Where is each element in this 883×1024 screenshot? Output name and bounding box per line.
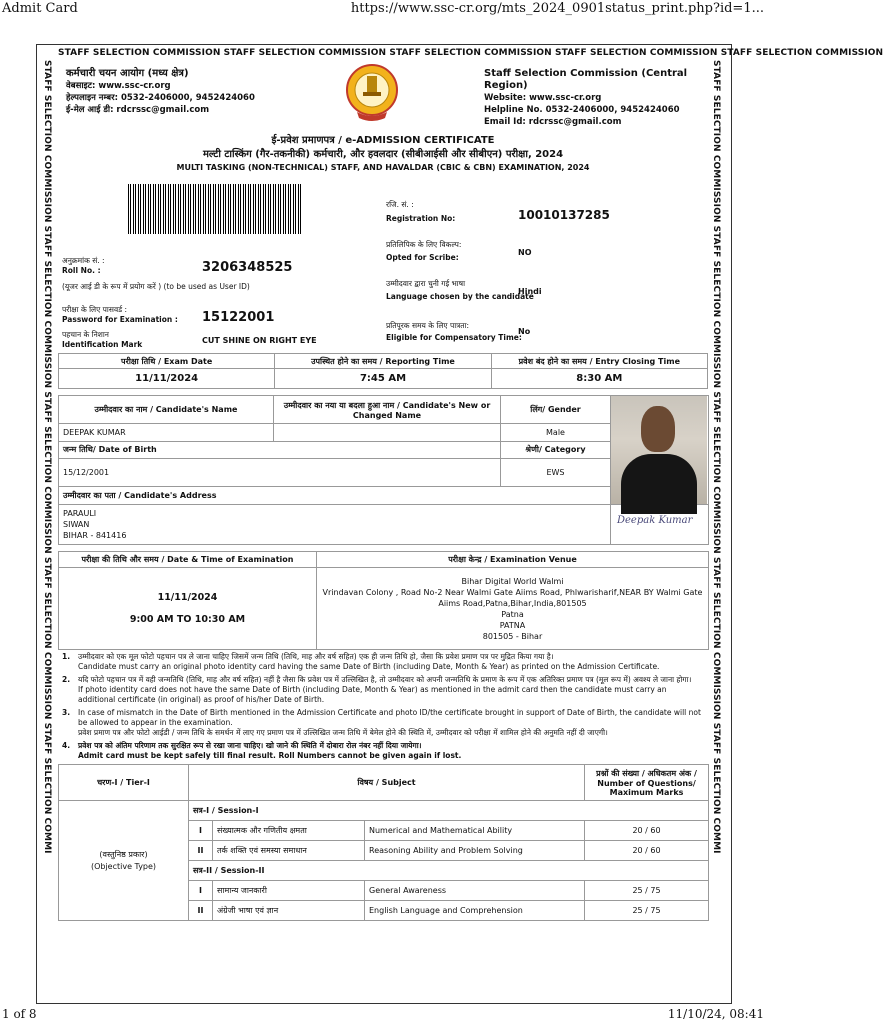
barcode-bar [198,184,199,234]
identification-label-en: Identification Mark [62,340,143,349]
print-url: https://www.ssc-cr.org/mts_2024_0901status_print.php?id=1... [350,1,764,16]
compensatory-value: No [518,327,531,336]
email-hi: ई-मेल आई डी: rdcrssc@gmail.com [66,105,210,115]
barcode-bar [158,184,159,234]
instruction-en: Candidate must carry an original photo identity card having the same Date of Birth (including Date, Month & Year) as printed on the Admission Certificate. [78,662,660,671]
barcode-bar [283,184,284,234]
instruction-hi: उम्मीदवार को एक मूल फोटो पहचान पत्र ले जाना चाहिए जिसमें जन्म तिथि (तिथि, माह और वर्ष सहित) एक ही जन्म तिथि हो, जैसा कि प्रवेश प्रमाण पत्र पर मुद्रित किया गया है। [78,652,554,661]
barcode-bar [238,184,239,234]
venue-header: परीक्षा केन्द्र / Examination Venue [317,552,709,568]
barcode-bar [203,184,204,234]
instructions [58,650,708,761]
venue-line-3: Patna [501,609,524,619]
barcode-bar [278,184,279,234]
candidate-dob: 15/12/2001 [59,458,501,486]
barcode-bar [295,184,296,234]
barcode-bar [248,184,249,234]
header-hindi [66,68,255,116]
scribe-label [386,240,461,263]
barcode-bar [285,184,286,234]
instruction-number: 2. [62,675,71,684]
marks-header: प्रश्नों की संख्या / अधिकतम अंक / Number of Questions/ Maximum Marks [585,765,709,801]
exam-date-value: 11/11/2024 [59,369,275,389]
barcode-bar [183,184,184,234]
exam-venue-table [58,551,709,650]
subject-marks: 25 / 75 [585,901,709,921]
instruction-1 [62,652,704,672]
objective-type-hi: (वस्तुनिष्ठ प्रकार) [99,849,148,859]
subject-marks: 20 / 60 [585,821,709,841]
scribe-value: NO [518,248,532,257]
photo-cell [611,396,709,505]
barcode-bar [298,184,299,234]
barcode-bar [153,184,154,234]
barcode-bar [233,184,234,234]
barcode-bar [290,184,291,234]
exam-title-en: MULTI TASKING (NON-TECHNICAL) STAFF, AND HAVALDAR (CBIC & CBN) EXAMINATION, 2024 [176,163,590,172]
barcode-bar [240,184,241,234]
subject-marks: 25 / 75 [585,881,709,901]
subject-number: II [189,841,213,861]
reporting-time-header: उपस्थित होने का समय / Reporting Time [275,354,491,369]
instruction-en: Admit card must be kept safely till final result. Roll Numbers cannot be given again if lost. [78,751,462,760]
scribe-label-en: Opted for Scribe: [386,253,459,262]
instruction-en: If photo identity card does not have the same Date of Birth (including Date, Month & Year) as mentioned in the admit card then the candidate must carry an additional certificate (in original) as proof of his/her Date of Birth. [78,685,667,704]
barcode-bar [223,184,224,234]
candidate-gender: Male [501,424,611,442]
barcode-bar [218,184,219,234]
exam-title-hi: मल्टी टास्किंग (गैर-तकनीकी) कर्मचारी, और हवलदार (सीबीआईसी और सीबीएन) परीक्षा, 2024 [202,149,564,160]
address-header: उम्मीदवार का पता / Candidate's Address [59,486,611,504]
registration-number: 10010137285 [518,208,610,222]
identification-label-hi: पहचान के निशान [62,330,109,339]
barcode-bar [193,184,194,234]
instruction-number: 3. [62,708,71,717]
barcode-bar [173,184,174,234]
barcode-bar [220,184,221,234]
print-title: Admit Card [2,1,78,16]
subject-number: I [189,881,213,901]
subject-number: I [189,821,213,841]
barcode-bar [250,184,251,234]
barcode-bar [180,184,181,234]
email-en: Email Id: rdcrssc@gmail.com [484,117,622,127]
barcode-bar [195,184,196,234]
roll-label [62,256,105,276]
session-2-header: सत्र-II / Session-II [189,861,709,881]
certificate-titles [58,126,708,178]
signature-cell [611,505,709,545]
registration-label [386,200,455,224]
new-name-header: उम्मीदवार का नया या बदला हुआ नाम / Candidate's New or Changed Name [274,396,501,424]
barcode-bar [190,184,191,234]
barcode-bar [268,184,269,234]
instruction-2 [62,675,704,705]
venue-line-4: PATNA [499,620,526,630]
objective-type-cell [59,801,189,921]
venue-line-2: Vrindavan Colony , Road No-2 Near Walmi Gate Aiims Road, Phlwarisharif,NEAR BY Walmi Gate Aiims Road,Patna,Bihar,India,801505 [322,587,703,608]
scribe-label-hi: प्रतिलिपिक के लिए विकल्प: [386,240,462,249]
registration-label-en: Registration No: [386,214,456,223]
compensatory-label-en: Eligible for Compensatory Time: [386,333,522,342]
instruction-hi: प्रवेश प्रमाण पत्र और फोटो आईडी / जन्म तिथि के समर्थन में लाए गए प्रमाण पत्र में उल्लिखित जन्म तिथि में बेमेल होने की स्थिति में, उम्मीदवार को परीक्षा में शामिल होने की अनुमति नहीं दी जाएगी। [78,728,608,737]
venue-time: 9:00 AM TO 10:30 AM [129,613,246,625]
venue-address [317,568,709,650]
compensatory-label-hi: प्रतिपूरक समय के लिए पात्रता: [386,321,470,330]
watermark-left: STAFF SELECTION COMMISSION STAFF SELECTION COMMISSION STAFF SELECTION COMMISSION STAFF SELECTION COMMISSION STAFF SELECTION COMMI [42,60,52,854]
barcode-bar [135,184,136,234]
subject-marks: 20 / 60 [585,841,709,861]
dob-header: जन्म तिथि/ Date of Birth [59,442,501,458]
barcode-bar [155,184,156,234]
barcode-bar [225,184,226,234]
barcode-bar [205,184,206,234]
barcode-bar [273,184,274,234]
barcode-bar [175,184,176,234]
language-value: Hindi [518,287,542,296]
instruction-hi: प्रवेश पत्र को अंतिम परिणाम तक सुरक्षित रूप से रखा जाना चाहिए। खो जाने की स्थिति में दोबारा रोल नंबर नहीं दिया जायेगा। [78,741,422,750]
venue-line-1: Bihar Digital World Walmi [461,576,564,586]
barcode-bar [288,184,289,234]
barcode-bar [215,184,216,234]
candidate-new-name [274,424,501,442]
password-value: 15122001 [202,310,275,325]
barcode-bar [275,184,276,234]
barcode-bar [213,184,214,234]
watermark-top: STAFF SELECTION COMMISSION STAFF SELECTION COMMISSION STAFF SELECTION COMMISSION STAFF SELECTION COMMISSION STAFF SELECTION COMMISSION [58,48,883,58]
closing-time-header: प्रवेश बंद होने का समय / Entry Closing Time [491,354,707,369]
barcode-bar [255,184,256,234]
barcode-bar [163,184,164,234]
barcode-bar [293,184,294,234]
reporting-time-value: 7:45 AM [275,369,491,389]
barcode-bar [253,184,254,234]
candidate-signature [611,507,707,543]
ssc-emblem-icon [345,62,399,122]
exam-date-header: परीक्षा तिथि / Exam Date [59,354,275,369]
subject-en: General Awareness [365,881,585,901]
tier-subjects-table [58,764,709,921]
barcode-bar [160,184,161,234]
gender-header: लिंग/ Gender [501,396,611,424]
exam-timings-table [58,353,708,389]
barcode-bar [178,184,179,234]
subject-hi: तर्क शक्ति एवं समस्या समाधान [213,841,365,861]
barcode-bar [140,184,141,234]
barcode-bar [145,184,146,234]
org-title-hi: कर्मचारी चयन आयोग (मध्य क्षेत्र) [66,68,189,79]
helpline-en: Helpline No. 0532-2406000, 9452424060 [484,105,680,115]
closing-time-value: 8:30 AM [491,369,707,389]
barcode-bar [138,184,139,234]
subject-number: II [189,901,213,921]
candidate-category: EWS [501,458,611,486]
barcode-bar [170,184,171,234]
barcode-bar [210,184,211,234]
category-header: श्रेणी/ Category [501,442,611,458]
barcode-bar [243,184,244,234]
candidate-address [59,505,611,545]
browser-print-footer [0,1006,768,1024]
barcode-bar [165,184,166,234]
tier-header: चरण-I / Tier-I [59,765,189,801]
barcode-bar [143,184,144,234]
password-label-hi: परीक्षा के लिए पासवर्ड : [62,305,128,314]
browser-print-header [0,0,768,24]
barcode-bar [228,184,229,234]
password-label-en: Password for Examination : [62,315,178,324]
org-title-en: Staff Selection Commission (Central Region) [484,68,688,91]
header-english [484,68,708,128]
subject-header: विषय / Subject [189,765,585,801]
instruction-4 [62,741,704,761]
roll-label-hi: अनुक्रमांक सं. : [62,256,105,265]
barcode-bar [200,184,201,234]
identification-value: CUT SHINE ON RIGHT EYE [202,336,317,345]
roll-note: (यूजर आई डी के रूप में प्रयोग करें ) (to be used as User ID) [62,282,250,291]
barcode-bar [300,184,301,234]
signature-text: Deepak Kumar [617,514,693,526]
cert-title: ई-प्रवेश प्रमाणपत्र / e-ADMISSION CERTIFICATE [271,135,495,146]
address-line-2: SIWAN [63,520,90,529]
barcode-bar [270,184,271,234]
candidate-name: DEEPAK KUMAR [59,424,274,442]
barcode-bar [260,184,261,234]
card-header [58,60,708,126]
instruction-number: 1. [62,652,71,661]
name-header: उम्मीदवार का नाम / Candidate's Name [59,396,274,424]
instruction-3 [62,708,704,738]
barcode-bar [148,184,149,234]
barcode-bar [280,184,281,234]
barcode-bar [263,184,264,234]
language-label-en: Language chosen by the candidate [386,292,534,301]
instruction-en: In case of mismatch in the Date of Birth mentioned in the Admission Certificate and photo ID/the certificate brought in support of Date of Birth, the candidate will not be allowed to appear in the examination. [78,708,701,727]
barcode-bar [265,184,266,234]
subject-hi: अंग्रेजी भाषा एवं ज्ञान [213,901,365,921]
barcode-bar [230,184,231,234]
barcode-bar [258,184,259,234]
print-datetime: 11/10/24, 08:41 [667,1007,764,1021]
session-1-header: सत्र-I / Session-I [189,801,709,821]
identification-label [62,330,142,350]
barcode [128,184,303,234]
venue-datetime [59,568,317,650]
barcode-bar [185,184,186,234]
password-label [62,305,178,325]
barcode-bar [208,184,209,234]
language-label [386,279,534,302]
barcode-bar [133,184,134,234]
subject-en: Numerical and Mathematical Ability [365,821,585,841]
address-line-3: BIHAR - 841416 [63,531,127,540]
subject-en: Reasoning Ability and Problem Solving [365,841,585,861]
barcode-bar [235,184,236,234]
barcode-bar [128,184,129,234]
barcode-bar [245,184,246,234]
subject-hi: संख्यात्मक और गणितीय क्षमता [213,821,365,841]
subject-hi: सामान्य जानकारी [213,881,365,901]
candidate-details-table [58,395,709,545]
candidate-info-block [58,178,708,353]
roll-number: 3206348525 [202,260,293,275]
compensatory-label [386,321,522,343]
barcode-bar [188,184,189,234]
registration-label-hi: रजि. सं. : [386,200,414,209]
admit-card [58,60,708,1000]
page-counter: 1 of 8 [2,1007,37,1021]
subject-en: English Language and Comprehension [365,901,585,921]
instruction-hi: यदि फोटो पहचान पत्र में वही जन्मतिथि (तिथि, माह और वर्ष सहित) नहीं है जैसा कि प्रवेश पत्र में उल्लिखित है, तो उम्मीदवार को अपनी जन्मतिथि के प्रमाण के रूप में एक अतिरिक्त प्रमाण पत्र (मूल रूप में) अवश्य ले जाना होगा। [78,675,692,684]
venue-line-5: 801505 - Bihar [482,631,543,641]
roll-label-en: Roll No. : [62,266,101,275]
barcode-bar [130,184,131,234]
address-line-1: PARAULI [63,509,97,518]
helpline-hi: हेल्पलाइन नम्बर: 0532-2406000, 9452424060 [66,93,255,103]
venue-date: 11/11/2024 [157,591,218,603]
barcode-bar [150,184,151,234]
barcode-bar [168,184,169,234]
watermark-right: STAFF SELECTION COMMISSION STAFF SELECTION COMMISSION STAFF SELECTION COMMISSION STAFF SELECTION COMMISSION STAFF SELECTION COMMI [711,60,721,854]
instruction-number: 4. [62,741,71,750]
language-label-hi: उम्मीदवार द्वारा चुनी गई भाषा [386,279,466,288]
candidate-photo [611,396,707,504]
website-en: Website: www.ssc-cr.org [484,93,602,103]
website-hi: वेबसाइट: www.ssc-cr.org [66,81,171,91]
objective-type-en: (Objective Type) [90,861,157,871]
datetime-header: परीक्षा की तिथि और समय / Date & Time of Examination [59,552,317,568]
